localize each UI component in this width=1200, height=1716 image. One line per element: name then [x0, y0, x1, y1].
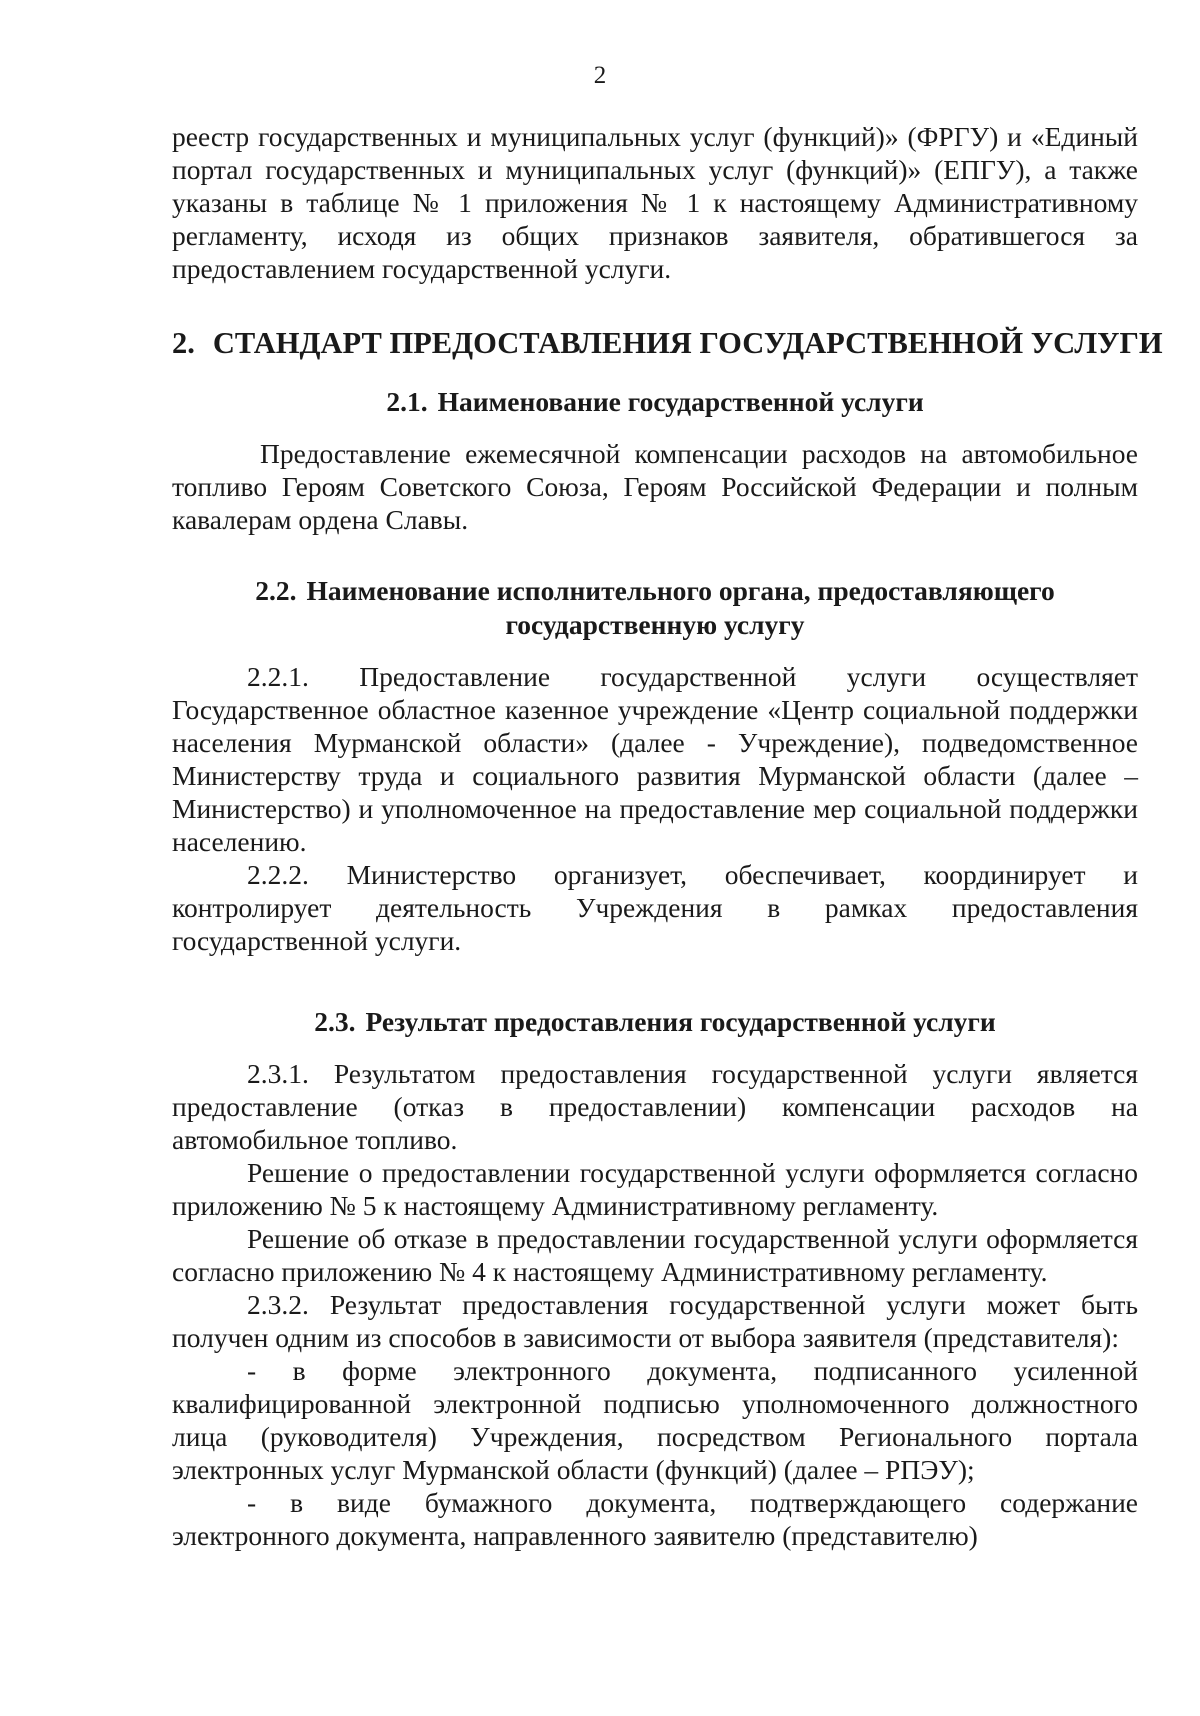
section-2-2-1-paragraph: 2.2.1. Предоставление государственной услуги осуществляет Государственное областное казенное учреждение «Центр социальной поддержки населения Мурманской области» (далее - Учреждение), подведомственное Министерству труда и социального развития Мурманской области (далее – Министерство) и уполномоченное на предоставление мер социальной поддержки населению. — [172, 661, 1138, 857]
section-2-3-number: 2.3. — [314, 1006, 356, 1037]
list-item-paper: - в виде бумажного документа, подтверждающего содержание электронного документа, направленного заявителю (представителю) — [172, 1487, 1138, 1551]
document-body — [172, 120, 1163, 1552]
section-2-3-2-paragraph: 2.3.2. Результат предоставления государственной услуги может быть получен одним из способов в зависимости от выбора заявителя (представителя): — [172, 1289, 1138, 1353]
section-2-3-heading — [172, 1005, 1138, 1039]
intro-paragraph: реестр государственных и муниципальных услуг (функций)» (ФРГУ) и «Единый портал государственных и муниципальных услуг (функций)» (ЕПГУ), а также указаны в таблице № 1 приложения № 1 к настоящему Административному регламенту, исходя из общих признаков заявителя, обратившегося за предоставлением государственной услуги. — [172, 121, 1138, 284]
section-2-2-title-line2: государственную услугу — [505, 609, 805, 640]
section-2-2-number: 2.2. — [255, 575, 297, 606]
decision-grant-paragraph: Решение о предоставлении государственной услуги оформляется согласно приложению № 5 к настоящему Административному регламенту. — [172, 1157, 1138, 1221]
section-2-3-title: Результат предоставления государственной услуги — [365, 1006, 996, 1037]
section-2-heading — [172, 323, 1163, 363]
list-item-electronic: - в форме электронного документа, подписанного усиленной квалифицированной электронной подписью уполномоченного должностного лица (руководителя) Учреждения, посредством Регионального портала электронных услуг Мурманской области (функций) (далее – РПЭУ); — [172, 1355, 1138, 1485]
section-2-2-2-paragraph: 2.2.2. Министерство организует, обеспечивает, координирует и контролирует деятельность Учреждения в рамках предоставления государственной услуги. — [172, 859, 1138, 956]
section-2-number: 2. — [172, 326, 195, 360]
section-2-1-paragraph: Предоставление ежемесячной компенсации расходов на автомобильное топливо Героям Советского Союза, Героям Российской Федерации и полным кавалерам ордена Славы. — [172, 438, 1138, 535]
section-2-1-number: 2.1. — [386, 386, 428, 417]
page-number: 2 — [593, 62, 607, 89]
decision-refusal-paragraph: Решение об отказе в предоставлении государственной услуги оформляется согласно приложению № 4 к настоящему Административному регламенту. — [172, 1223, 1138, 1287]
section-2-1-title: Наименование государственной услуги — [437, 386, 924, 417]
section-2-title: СТАНДАРТ ПРЕДОСТАВЛЕНИЯ ГОСУДАРСТВЕННОЙ УСЛУГИ — [212, 326, 1163, 360]
section-2-2-title-line1: Наименование исполнительного органа, предоставляющего — [306, 575, 1055, 606]
section-2-1-heading — [172, 385, 1138, 419]
section-2-2-heading — [172, 574, 1138, 642]
section-2-3-1-paragraph: 2.3.1. Результатом предоставления государственной услуги является предоставление (отказ в предоставлении) компенсации расходов на автомобильное топливо. — [172, 1058, 1138, 1155]
